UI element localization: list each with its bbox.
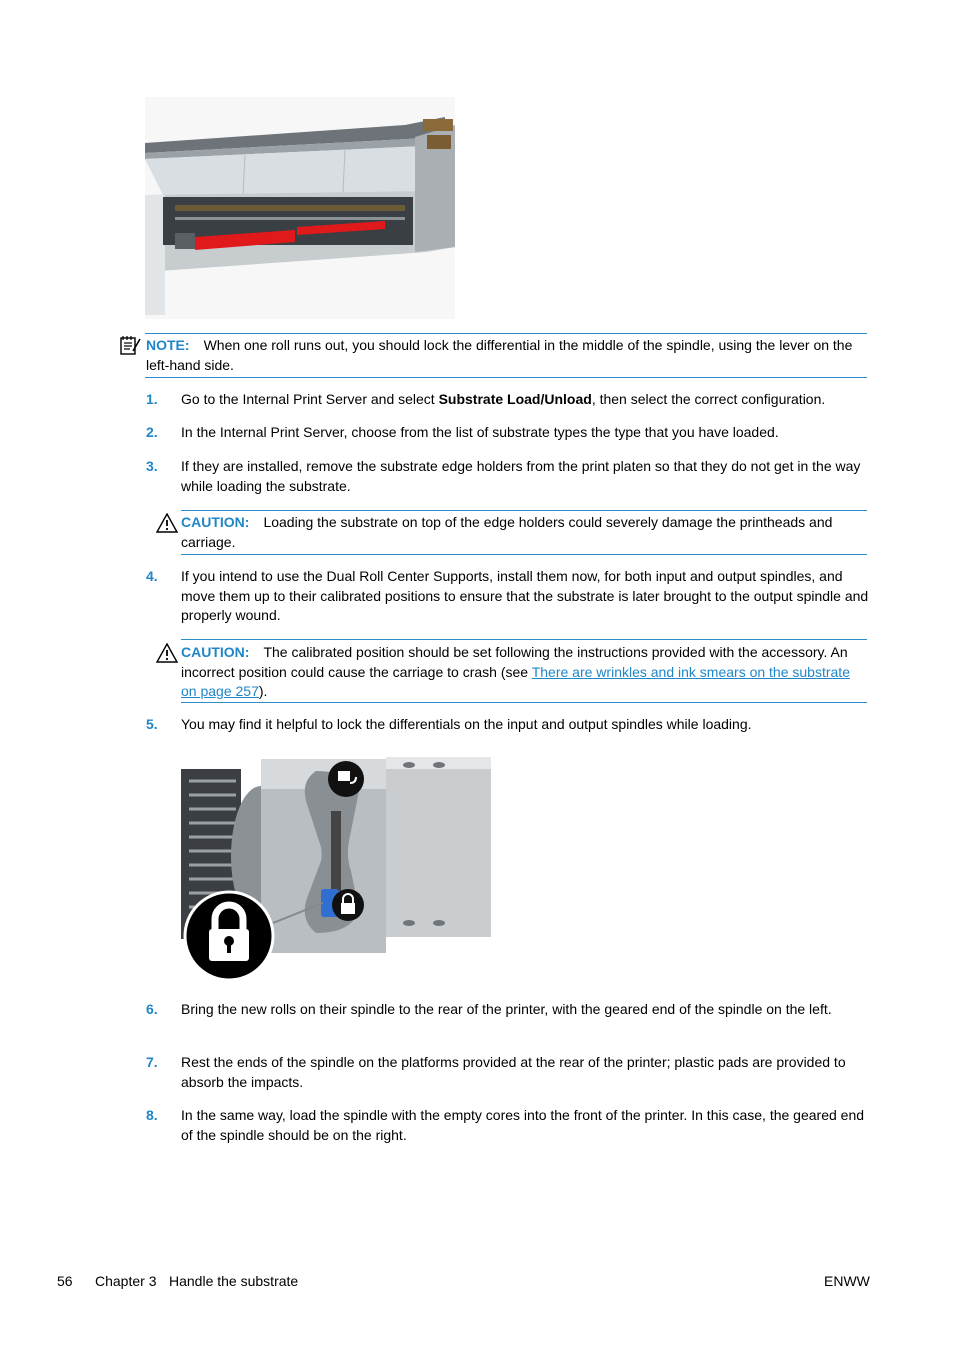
step-number: 2. <box>146 424 158 440</box>
note-text <box>146 336 864 375</box>
step-text: If you intend to use the Dual Roll Center Supports, install them now, for both input and output spindles, and move them up to their calibrated positions to ensure that the substrate is later brought to the output spindle and properly wound. <box>181 568 869 623</box>
footer-page-number: 56 <box>57 1273 73 1289</box>
footer-doc-code: ENWW <box>824 1273 870 1289</box>
caution-label: CAUTION: <box>181 514 250 530</box>
caution-label: CAUTION: <box>181 644 250 660</box>
step-text: You may find it helpful to lock the differentials on the input and output spindles while loading. <box>181 716 752 732</box>
caution-body: Loading the substrate on top of the edge holders could severely damage the printheads and carriage. <box>181 514 833 550</box>
note-label: NOTE: <box>146 337 190 353</box>
ui-term: Substrate Load/Unload <box>438 391 592 407</box>
note-body: When one roll runs out, you should lock the differential in the middle of the spindle, using the lever on the left-hand side. <box>146 337 853 373</box>
step-number: 8. <box>146 1107 158 1123</box>
footer-chapter: Chapter 3 <box>95 1273 157 1289</box>
differential-lock-illustration <box>181 751 491 983</box>
step-text: In the Internal Print Server, choose from the list of substrate types the type that you have loaded. <box>181 424 779 440</box>
step-text: Bring the new rolls on their spindle to the rear of the printer, with the geared end of the spindle on the left. <box>181 1001 832 1017</box>
warning-icon <box>156 643 178 663</box>
caution-text <box>181 643 865 702</box>
step-text: If they are installed, remove the substrate edge holders from the print platen so that they do not get in the way while loading the substrate. <box>181 458 861 494</box>
warning-icon <box>156 513 178 533</box>
printer-spindle-illustration <box>145 97 455 319</box>
step-number: 1. <box>146 391 158 407</box>
footer-chapter-title: Handle the substrate <box>169 1273 299 1289</box>
step-text <box>181 390 869 410</box>
step-number: 4. <box>146 568 158 584</box>
step-text: Rest the ends of the spindle on the platforms provided at the rear of the printer; plastic pads are provided to absorb the impacts. <box>181 1054 846 1090</box>
step-number: 5. <box>146 716 158 732</box>
cross-reference-link[interactable]: There are wrinkles and ink smears on the substrate on page 257 <box>181 663 850 699</box>
caution-body: The calibrated position should be set following the instructions provided with the accessory. An incorrect position could cause the carriage to crash (see <box>181 644 848 680</box>
step-number: 3. <box>146 458 158 474</box>
step-text-part: , then select the correct configuration. <box>591 391 826 407</box>
caution-body-end: ). <box>258 683 268 699</box>
step-number: 6. <box>146 1001 158 1017</box>
step-text: In the same way, load the spindle with the empty cores into the front of the printer. In this case, the geared end of the spindle should be on the right. <box>181 1107 865 1143</box>
note-icon <box>118 333 142 357</box>
step-text-part: Go to the Internal Print Server and select <box>181 391 439 407</box>
step-number: 7. <box>146 1054 158 1070</box>
caution-text <box>181 513 865 552</box>
